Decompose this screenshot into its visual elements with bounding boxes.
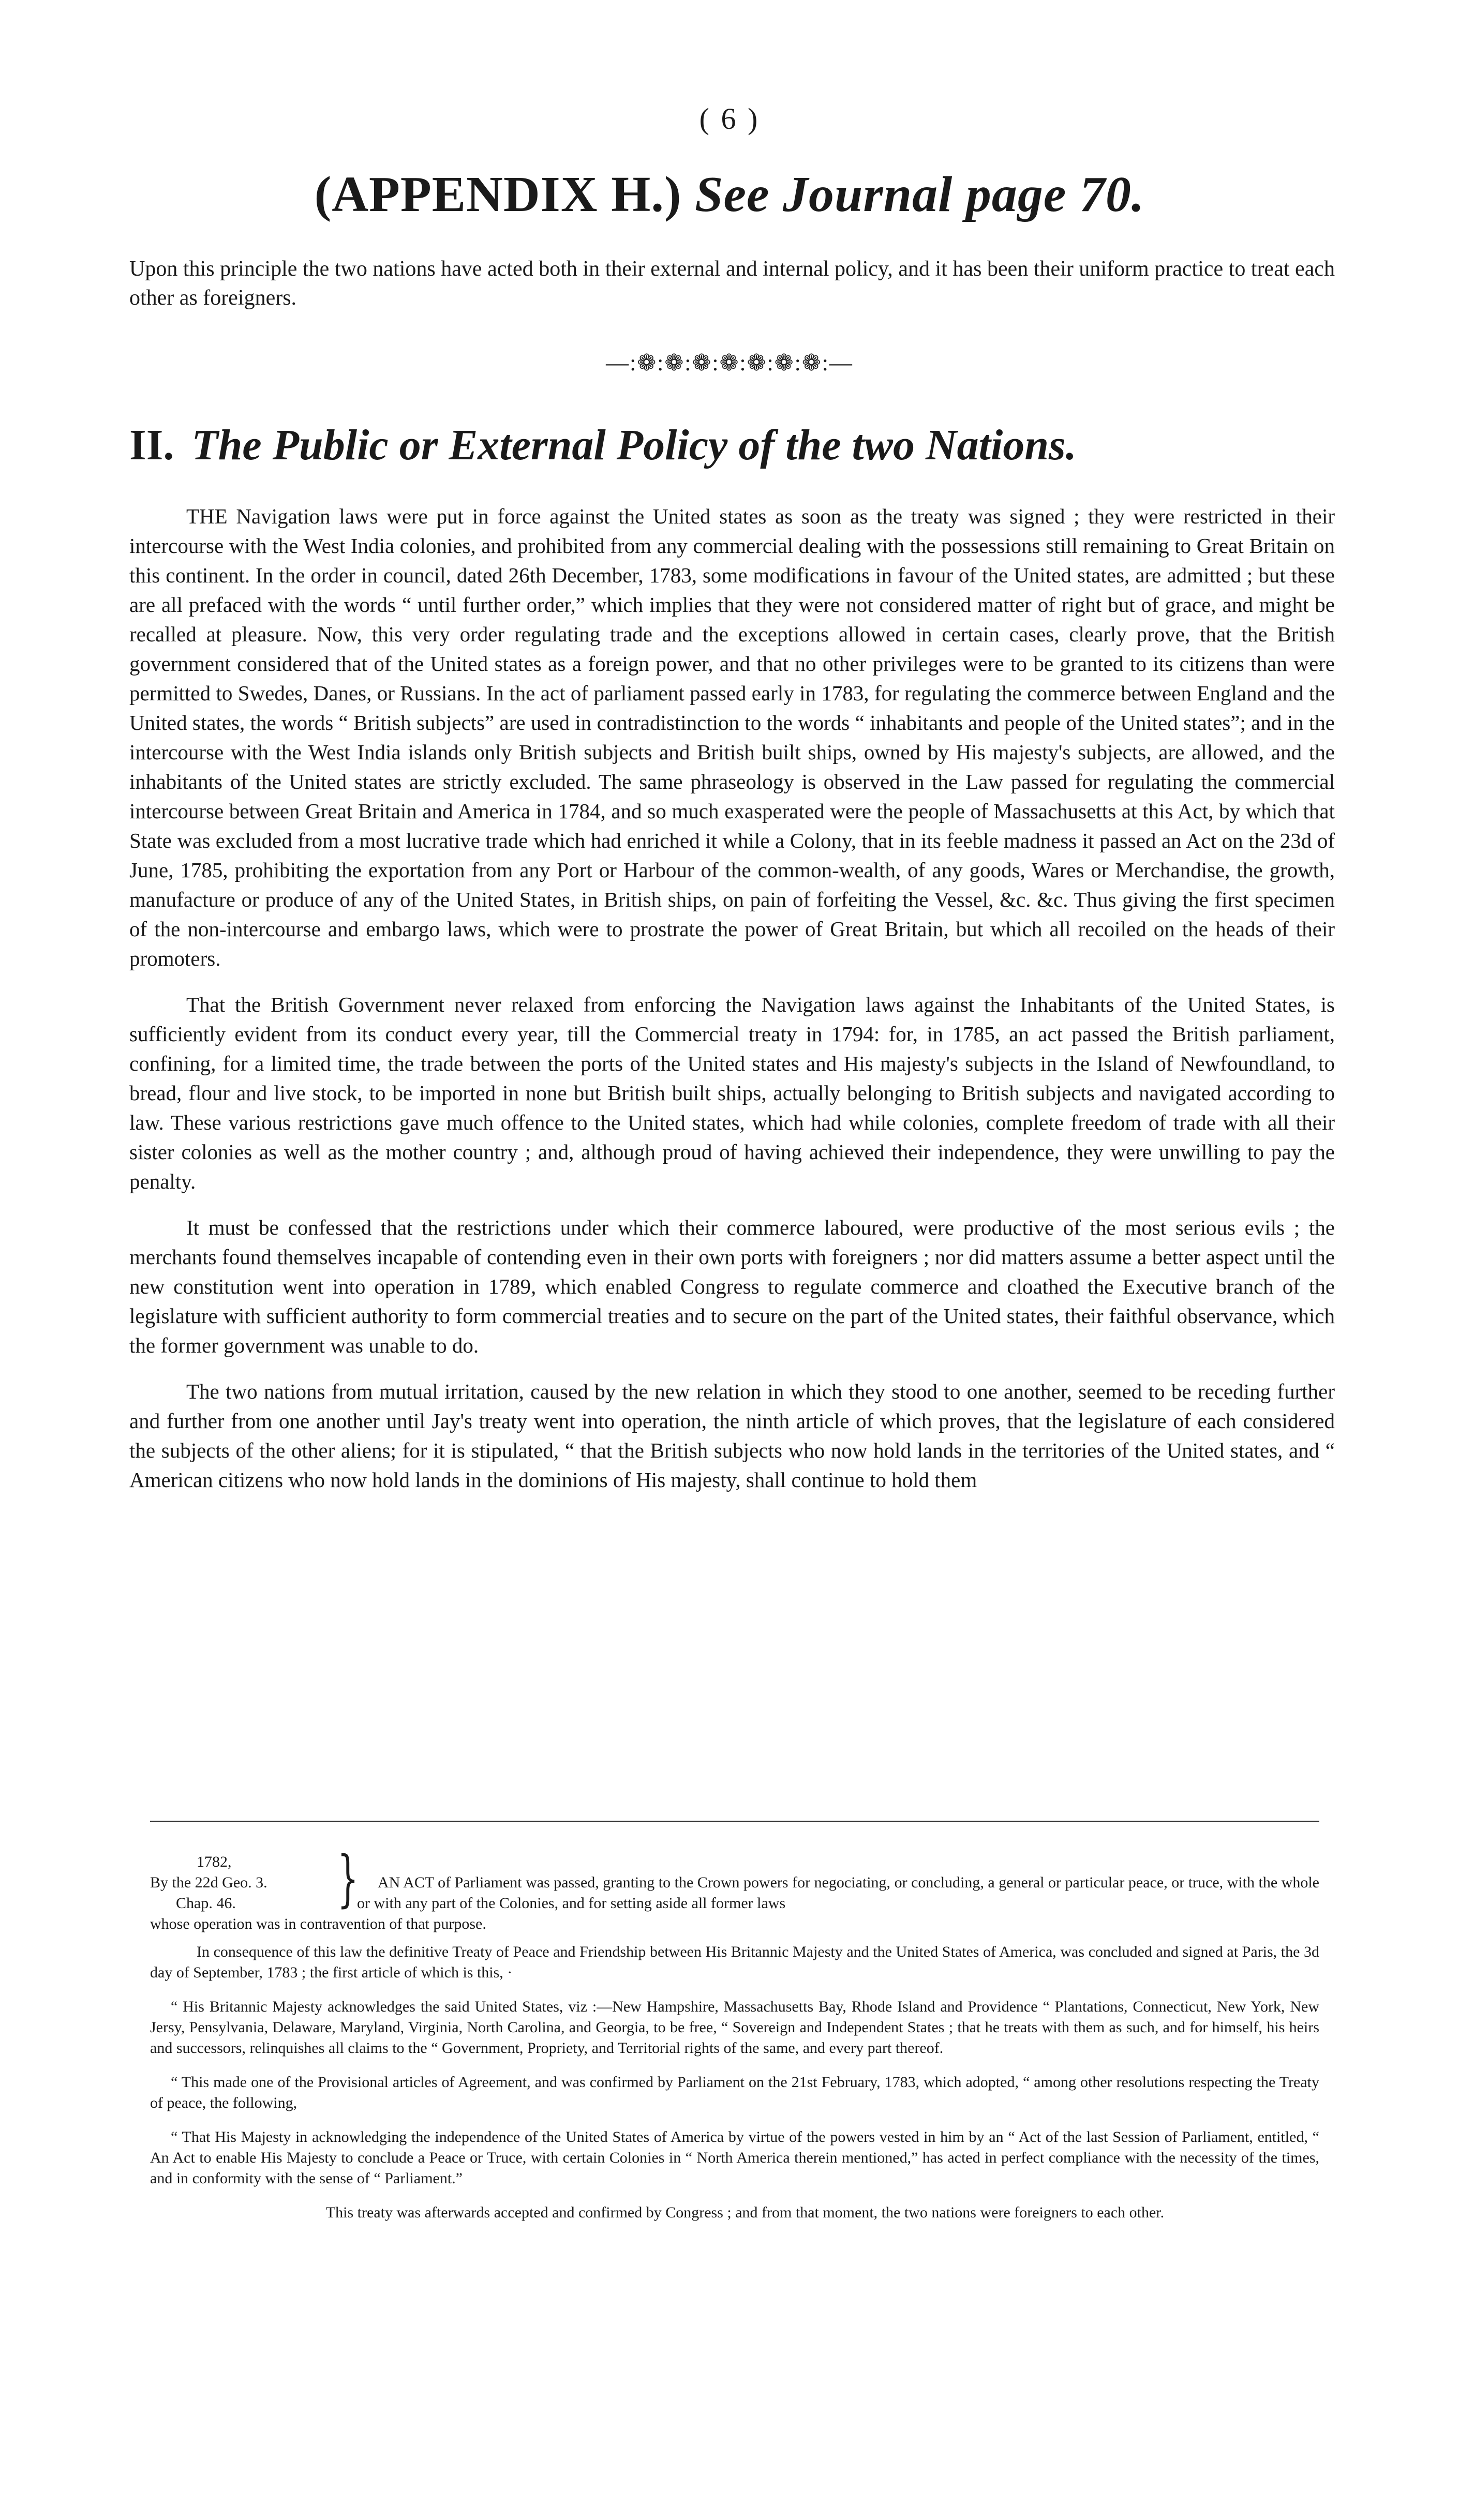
brace-glyph: } (337, 1842, 359, 1914)
appendix-heading (0, 166, 1459, 223)
footnote-quote: “ This made one of the Provisional articles of Agreement, and was confirmed by Parliament on the 21st February, 1783, which adopted, “ among other resolutions respecting the Treaty of peace, the following, (150, 2074, 1319, 2111)
act-year: 1782, (197, 1853, 232, 1870)
body-paragraph: That the British Government never relaxed from enforcing the Navigation laws against the Inhabitants of the United States, is sufficiently evident from its conduct every year, till the Commercial treaty in 1794: for, in 1785, an act passed the British parliament, confining, for a limited time, the trade between the ports of the United states and His majesty's subjects in the Island of Newfoundland, to bread, flour and live stock, to be imported in none but British built ships, actually belonging to British subjects and navigated according to law. These various restrictions gave much offence to the United states, which had while colonies, complete freedom of trade with all their sister colonies as well as the mother country ; and, although proud of having achieved their independence, they were unwilling to pay the penalty. (129, 993, 1335, 1193)
footnote-closing: This treaty was afterwards accepted and confirmed by Congress ; and from that moment, the two nations were foreigners to each other. (325, 2204, 1165, 2221)
appendix-label: (APPENDIX H.) (314, 167, 682, 222)
body-paragraph: The two nations from mutual irritation, caused by the new relation in which they stood to one another, seemed to be receding further and further from one another until Jay's treaty went into operation, the ninth article of which proves, that the legislature of each considered the subjects of the other aliens; for it is stipulated, “ that the British subjects who now hold lands in the territories of the United states, and “ American citizens who now hold lands in the dominions of His majesty, shall continue to hold them (129, 1379, 1335, 1492)
ornamental-divider: —:❁:❁:❁:❁:❁:❁:❁:— (606, 350, 853, 376)
body-paragraph: It must be confessed that the restrictions under which their commerce laboured, were productive of the most serious evils ; the merchants found themselves incapable of contending even in their own ports with foreigners ; nor did matters assume a better aspect until the new constitution went into operation in 1789, which enabled Congress to regulate commerce and cloathed the Executive branch of the legislature with sufficient authority to form commercial treaties and to secure on the part of the United states, their faithful observance, which the former government was unable to do. (129, 1216, 1335, 1357)
page-number: ( 6 ) (699, 102, 760, 136)
footnotes (150, 1842, 1319, 2237)
intro-paragraph: Upon this principle the two nations have acted both in their external and internal policy, and it has been their uniform practice to treat each other as foreigners. (129, 257, 1335, 310)
act-citation (150, 1842, 1319, 1932)
journal-reference: See Journal page 70. (694, 167, 1145, 222)
footnote-paragraph: In consequence of this law the definitive Treaty of Peace and Friendship between His Britannic Majesty and the United States of America, was concluded and signed at Paris, the 3d day of September, 1783 ; the first article of which is this, · (150, 1943, 1319, 1981)
footnote-rule (150, 1821, 1319, 1822)
act-statute: By the 22d Geo. 3. (150, 1874, 267, 1891)
section-title: The Public or External Policy of the two Nations. (191, 421, 1077, 469)
section-number: II. (129, 421, 174, 469)
act-description: AN ACT of Parliament was passed, granting to the Crown powers for negociating, or concluding, a general or particular peace, or truce, with the whole or with any part of the Colonies, and for setting aside all former laws (357, 1874, 1319, 1912)
footnote-quote: “ His Britannic Majesty acknowledges the said United States, viz :—New Hampshire, Massachusetts Bay, Rhode Island and Providence “ Plantations, Connecticut, New York, New Jersy, Pensylvania, Delaware, Maryland, Virginia, North Carolina, and Georgia, to be free, “ Sovereign and Independent States ; that he treats with them as such, and for himself, his heirs and successors, relinquishes all claims to the “ Government, Propriety, and Territorial rights of the same, and every part thereof. (150, 1998, 1319, 2057)
act-description-continued: whose operation was in contravention of that purpose. (150, 1915, 486, 1932)
section-heading (129, 420, 1335, 470)
act-chapter: Chap. 46. (176, 1895, 236, 1912)
footnote-quote: “ That His Majesty in acknowledging the independence of the United States of America by virtue of the powers vested in him by an “ Act of the last Session of Parliament, entitled, “ An Act to enable His Majesty to conclude a Peace or Truce, with certain Colonies in “ North America therein mentioned,” has acted in perfect compliance with the necessity of the times, and in conformity with the sense of “ Parliament.” (150, 2128, 1319, 2187)
body-paragraph: THE Navigation laws were put in force against the United states as soon as the treaty was signed ; they were restricted in their intercourse with the West India colonies, and prohibited from any commercial dealing with the possessions still remaining to Great Britain on this continent. In the order in council, dated 26th December, 1783, some modifications in favour of the United states, are admitted ; but these are all prefaced with the words “ until further order,” which implies that they were not considered matter of right but of grace, and might be recalled at pleasure. Now, this very order regulating trade and the exceptions allowed in certain cases, clearly prove, that the British government considered that of the United states as a foreign power, and that no other privileges were to be granted to its citizens than were permitted to Swedes, Danes, or Russians. In the act of parliament passed early in 1783, for regulating the commerce between England and the United states, the words “ British subjects” are used in contradistinction to the words “ inhabitants and people of the United states”; and in the intercourse with the West India islands only British subjects and British built ships, owned by His majesty's subjects, are allowed, and the inhabitants of the United states are strictly excluded. The same phraseology is observed in the Law passed for regulating the commercial intercourse between Great Britain and America in 1784, and so much exasperated were the people of Massachusetts at this Act, by which that State was excluded from a most lucrative trade which had enriched it while a Colony, that in its feeble madness it passed an Act on the 23d of June, 1785, prohibiting the exportation from any Port or Harbour of the common-wealth, of any goods, Wares or Merchandise, the growth, manufacture or produce of any of the United States, in British ships, on pain of forfeiting the Vessel, &c. &c. Thus giving the first specimen of the non-intercourse and embargo laws, which were to prostrate the power of Great Britain, but which all recoiled on the heads of their promoters. (129, 504, 1335, 970)
body-text (129, 502, 1335, 1511)
